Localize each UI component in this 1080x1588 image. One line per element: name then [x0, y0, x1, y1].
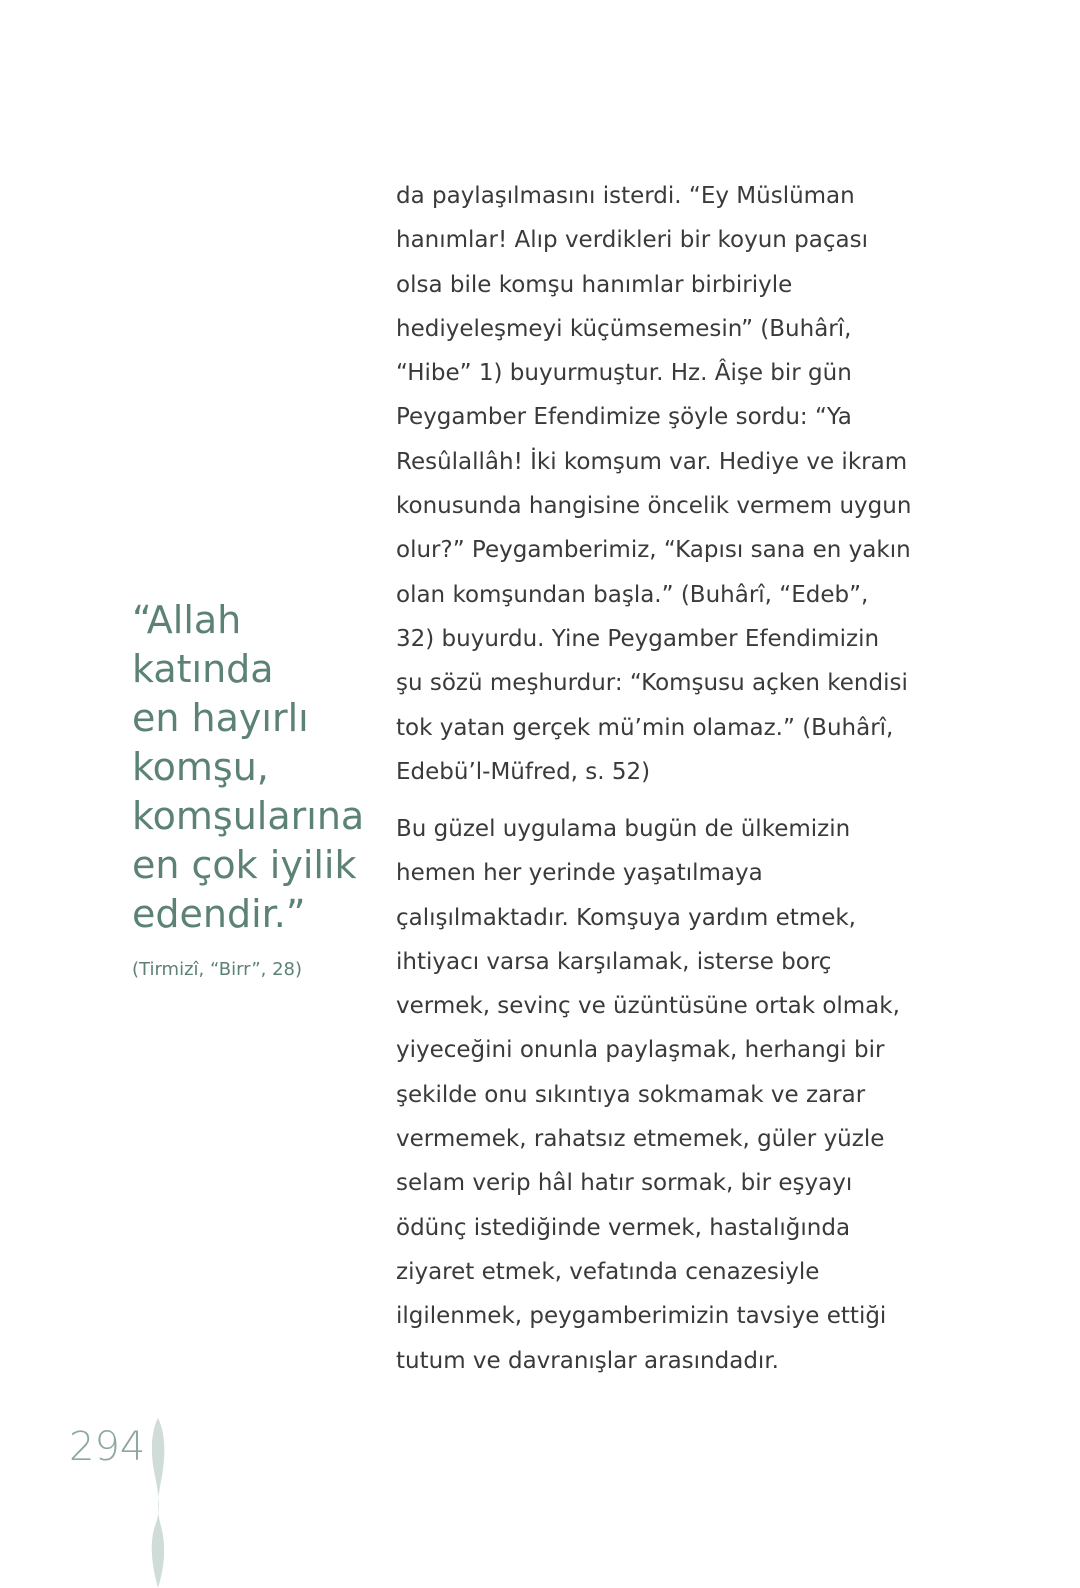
- text-line: selam verip hâl hatır sormak, bir eşyayı: [396, 1170, 853, 1197]
- text-line: yiyeceğini onunla paylaşmak, herhangi bir: [396, 1037, 885, 1064]
- body-paragraph: [396, 807, 900, 1383]
- pull-quote-line: katında: [132, 647, 274, 691]
- text-line: Resûlallâh! İki komşum var. Hediye ve ikram: [396, 448, 908, 475]
- pull-quote: [132, 596, 372, 939]
- text-line: vermek, sevinç ve üzüntüsüne ortak olmak,: [396, 993, 900, 1020]
- pull-quote-line: komşu,: [132, 745, 269, 789]
- text-line: çalışılmaktadır. Komşuya yardım etmek,: [396, 904, 856, 931]
- text-line: olan komşundan başla.” (Buhârî, “Edeb”,: [396, 581, 869, 608]
- text-line: hemen her yerinde yaşatılmaya: [396, 860, 763, 887]
- text-line: da paylaşılmasını isterdi. “Ey Müslüman: [396, 183, 855, 209]
- page-number: 294: [69, 1424, 146, 1470]
- pull-quote-line: “Allah: [132, 598, 242, 642]
- text-line: ziyaret etmek, vefatında cenazesiyle: [396, 1258, 820, 1285]
- text-line: Edebü’l-Müfred, s. 52): [396, 758, 651, 785]
- pull-quote-source: (Tirmizî, “Birr”, 28): [132, 959, 303, 980]
- text-line: olur?” Peygamberimiz, “Kapısı sana en yakın: [396, 537, 911, 564]
- text-line: hanımlar! Alıp verdikleri bir koyun paçası: [396, 227, 868, 254]
- text-line: ihtiyacı varsa karşılamak, isterse borç: [396, 948, 832, 975]
- body-paragraph: [396, 174, 912, 794]
- text-line: “Hibe” 1) buyurmuştur. Hz. Âişe bir gün: [396, 360, 852, 387]
- text-line: Bu güzel uygulama bugün de ülkemizin: [396, 816, 851, 842]
- pull-quote-line: komşularına: [132, 794, 365, 838]
- text-line: hediyeleşmeyi küçümsemesin” (Buhârî,: [396, 315, 852, 342]
- text-line: şu sözü meşhurdur: “Komşusu açken kendisi: [396, 670, 908, 697]
- pull-quote-line: en hayırlı: [132, 696, 309, 740]
- text-line: ödünç istediğinde vermek, hastalığında: [396, 1214, 851, 1241]
- text-line: vermemek, rahatsız etmemek, güler yüzle: [396, 1126, 885, 1153]
- pull-quote-line: en çok iyilik: [132, 843, 357, 887]
- pull-quote-line: edendir.”: [132, 892, 306, 936]
- text-line: tutum ve davranışlar arasındadır.: [396, 1347, 779, 1374]
- page-ornament-icon: [146, 1418, 170, 1588]
- text-line: şekilde onu sıkıntıya sokmamak ve zarar: [396, 1081, 866, 1108]
- text-line: olsa bile komşu hanımlar birbiriyle: [396, 271, 793, 298]
- text-line: 32) buyurdu. Yine Peygamber Efendimizin: [396, 625, 880, 652]
- text-line: Peygamber Efendimize şöyle sordu: “Ya: [396, 404, 852, 431]
- text-line: ilgilenmek, peygamberimizin tavsiye ettiği: [396, 1303, 887, 1330]
- text-line: tok yatan gerçek mü’min olamaz.” (Buhârî,: [396, 714, 894, 741]
- text-line: konusunda hangisine öncelik vermem uygun: [396, 493, 912, 520]
